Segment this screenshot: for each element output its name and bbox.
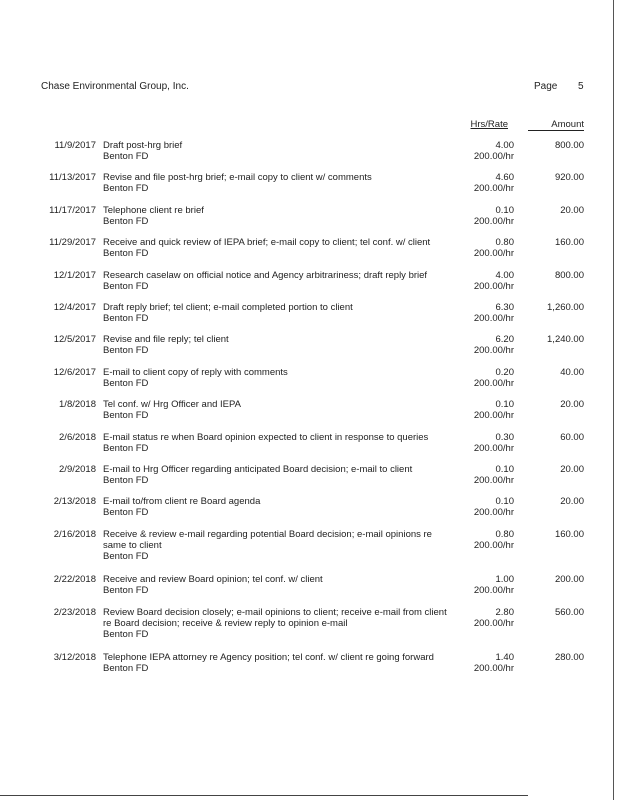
entry-hours-rate: [440, 270, 514, 292]
time-entry: [0, 302, 613, 334]
entry-date: 11/13/2017: [49, 172, 96, 184]
entry-amount: 280.00: [554, 652, 584, 664]
entry-rate: 200.00/hr: [473, 248, 514, 260]
entry-amount: 20.00: [560, 463, 584, 475]
entry-rate: 200.00/hr: [473, 617, 514, 629]
entry-hours: 0.10: [495, 399, 514, 411]
entry-hours-rate: [440, 652, 514, 674]
entry-amount: 920.00: [554, 172, 584, 184]
entry-amount: 1,240.00: [547, 334, 584, 346]
entry-hours-rate: [440, 367, 514, 389]
entry-description: Receive & review e-mail regarding potential Board decision; e-mail opinions re same to client: [103, 528, 432, 551]
entry-date: 3/12/2018: [53, 652, 96, 664]
entry-date: 12/1/2017: [53, 269, 96, 281]
entry-rate: 200.00/hr: [473, 215, 514, 227]
entry-hours: 4.00: [495, 269, 514, 281]
entry-hours-rate: [440, 334, 514, 356]
entry-hours: 2.80: [495, 606, 514, 618]
entry-description-block: [103, 432, 455, 454]
time-entry: [0, 574, 613, 606]
entry-hours: 1.40: [495, 652, 514, 664]
entry-rate: 200.00/hr: [473, 183, 514, 195]
entry-client: Benton FD: [103, 628, 149, 640]
entry-description: Revise and file reply; tel client: [103, 334, 229, 346]
entry-description: Draft reply brief; tel client; e-mail completed portion to client: [103, 301, 353, 313]
time-entry: [0, 399, 613, 431]
entry-description: Receive and quick review of IEPA brief; e-mail copy to client; tel conf. w/ client: [103, 237, 431, 249]
footer-rule: [0, 795, 528, 796]
entry-hours: 0.10: [495, 496, 514, 508]
entry-date: 2/9/2018: [59, 463, 96, 475]
entry-description-block: [103, 270, 455, 292]
entry-hours: 0.80: [495, 528, 514, 540]
entry-amount: 200.00: [554, 574, 584, 586]
entry-hours-rate: [440, 205, 514, 227]
entry-hours-rate: [440, 140, 514, 162]
time-entry: [0, 432, 613, 464]
entry-description: Telephone client re brief: [103, 204, 204, 216]
page-label: Page: [534, 81, 558, 92]
entry-amount: 60.00: [560, 431, 584, 443]
entry-hours: 0.10: [495, 204, 514, 216]
entry-description-block: [103, 302, 455, 324]
entry-date: 2/16/2018: [53, 528, 96, 540]
entry-date: 11/29/2017: [49, 237, 96, 249]
entry-description-block: [103, 496, 455, 518]
entry-hours-rate: [440, 302, 514, 324]
entry-amount: 560.00: [554, 606, 584, 618]
entry-description-block: [103, 205, 455, 227]
entry-client: Benton FD: [103, 663, 149, 675]
entry-rate: 200.00/hr: [473, 663, 514, 675]
entry-client: Benton FD: [103, 248, 149, 260]
entry-hours-rate: [440, 464, 514, 486]
entry-rate: 200.00/hr: [473, 442, 514, 454]
time-entry: [0, 270, 613, 302]
time-entry: [0, 367, 613, 399]
entry-amount: 800.00: [554, 140, 584, 151]
entry-description: E-mail to Hrg Officer regarding anticipated Board decision; e-mail to client: [103, 463, 413, 475]
entry-hours: 1.00: [495, 574, 514, 586]
entry-rate: 200.00/hr: [473, 474, 514, 486]
entry-hours-rate: [440, 574, 514, 596]
entry-description-block: [103, 334, 455, 356]
entry-description-block: [103, 652, 455, 674]
company-name: Chase Environmental Group, Inc.: [41, 81, 189, 92]
entry-client: Benton FD: [103, 151, 149, 162]
entry-description-block: [103, 399, 455, 421]
entry-description: Revise and file post-hrg brief; e-mail copy to client w/ comments: [103, 172, 372, 184]
entry-hours-rate: [440, 496, 514, 518]
entry-hours-rate: [440, 432, 514, 454]
entry-description: Research caselaw on official notice and Agency arbitrariness; draft reply brief: [103, 269, 428, 281]
billing-entries: [0, 140, 613, 685]
entry-date: 1/8/2018: [59, 399, 96, 411]
entry-description: E-mail to/from client re Board agenda: [103, 496, 261, 508]
entry-date: 2/13/2018: [53, 496, 96, 508]
entry-amount: 40.00: [560, 366, 584, 378]
entry-rate: 200.00/hr: [473, 377, 514, 389]
entry-description: E-mail status re when Board opinion expected to client in response to queries: [103, 431, 429, 443]
entry-date: 12/5/2017: [53, 334, 96, 346]
entry-client: Benton FD: [103, 312, 149, 324]
entry-date: 11/17/2017: [49, 204, 96, 216]
entry-hours: 6.30: [495, 301, 514, 313]
entry-description: Telephone IEPA attorney re Agency position; tel conf. w/ client re going forward: [103, 652, 434, 664]
entry-rate: 200.00/hr: [473, 410, 514, 422]
entry-amount: 1,260.00: [547, 301, 584, 313]
time-entry: [0, 334, 613, 366]
entry-description: Receive and review Board opinion; tel conf. w/ client: [103, 574, 323, 586]
page-right-border: [613, 0, 614, 800]
entry-description: Tel conf. w/ Hrg Officer and IEPA: [103, 399, 241, 411]
entry-hours-rate: [440, 529, 514, 551]
entry-hours: 6.20: [495, 334, 514, 346]
entry-description-block: [103, 172, 455, 194]
entry-amount: 20.00: [560, 204, 584, 216]
entry-rate: 200.00/hr: [473, 539, 514, 551]
entry-client: Benton FD: [103, 550, 149, 562]
time-entry: [0, 140, 613, 172]
entry-amount: 160.00: [554, 237, 584, 249]
entry-date: 2/22/2018: [53, 574, 96, 586]
entry-hours: 0.80: [495, 237, 514, 249]
entry-hours-rate: [440, 237, 514, 259]
entry-description-block: [103, 367, 455, 389]
time-entry: [0, 172, 613, 204]
entry-description-block: [103, 574, 455, 596]
column-header-hrs-rate: Hrs/Rate: [470, 119, 508, 130]
entry-client: Benton FD: [103, 442, 149, 454]
page-number: 5: [578, 81, 584, 92]
entry-hours: 0.10: [495, 463, 514, 475]
entry-description-block: [103, 140, 455, 162]
entry-date: 12/4/2017: [53, 301, 96, 313]
entry-hours: 0.20: [495, 366, 514, 378]
entry-hours: 4.60: [495, 172, 514, 184]
entry-rate: 200.00/hr: [473, 280, 514, 292]
entry-description-block: [103, 464, 455, 486]
entry-rate: 200.00/hr: [473, 507, 514, 519]
entry-rate: 200.00/hr: [473, 585, 514, 597]
time-entry: [0, 205, 613, 237]
time-entry: [0, 464, 613, 496]
entry-client: Benton FD: [103, 377, 149, 389]
time-entry: [0, 652, 613, 684]
entry-date: 11/9/2017: [54, 140, 96, 151]
entry-amount: 20.00: [560, 399, 584, 411]
time-entry: [0, 529, 613, 575]
entry-client: Benton FD: [103, 183, 149, 195]
entry-hours-rate: [440, 172, 514, 194]
entry-hours-rate: [440, 607, 514, 629]
entry-amount: 160.00: [554, 528, 584, 540]
entry-client: Benton FD: [103, 215, 149, 227]
entry-description: Review Board decision closely; e-mail opinions to client; receive e-mail from client re Board decision; receive & review reply to opinion e-mail: [103, 606, 447, 629]
entry-client: Benton FD: [103, 474, 149, 486]
time-entry: [0, 237, 613, 269]
entry-amount: 20.00: [560, 496, 584, 508]
entry-description: E-mail to client copy of reply with comments: [103, 366, 288, 378]
entry-rate: 200.00/hr: [473, 312, 514, 324]
column-header-amount: Amount: [524, 119, 584, 130]
entry-rate: 200.00/hr: [473, 345, 514, 357]
entry-client: Benton FD: [103, 507, 149, 519]
entry-client: Benton FD: [103, 585, 149, 597]
entry-description-block: [103, 529, 455, 562]
entry-description-block: [103, 607, 455, 640]
time-entry: [0, 607, 613, 653]
entry-description-block: [103, 237, 455, 259]
entry-client: Benton FD: [103, 410, 149, 422]
entry-date: 2/6/2018: [59, 431, 96, 443]
entry-hours-rate: [440, 399, 514, 421]
time-entry: [0, 496, 613, 528]
entry-client: Benton FD: [103, 345, 149, 357]
entry-rate: 200.00/hr: [473, 151, 514, 162]
entry-description: Draft post-hrg brief: [103, 140, 183, 151]
entry-amount: 800.00: [554, 269, 584, 281]
entry-date: 12/6/2017: [53, 366, 96, 378]
entry-hours: 0.30: [495, 431, 514, 443]
entry-hours: 4.00: [495, 140, 514, 151]
entry-client: Benton FD: [103, 280, 149, 292]
entry-date: 2/23/2018: [53, 606, 96, 618]
